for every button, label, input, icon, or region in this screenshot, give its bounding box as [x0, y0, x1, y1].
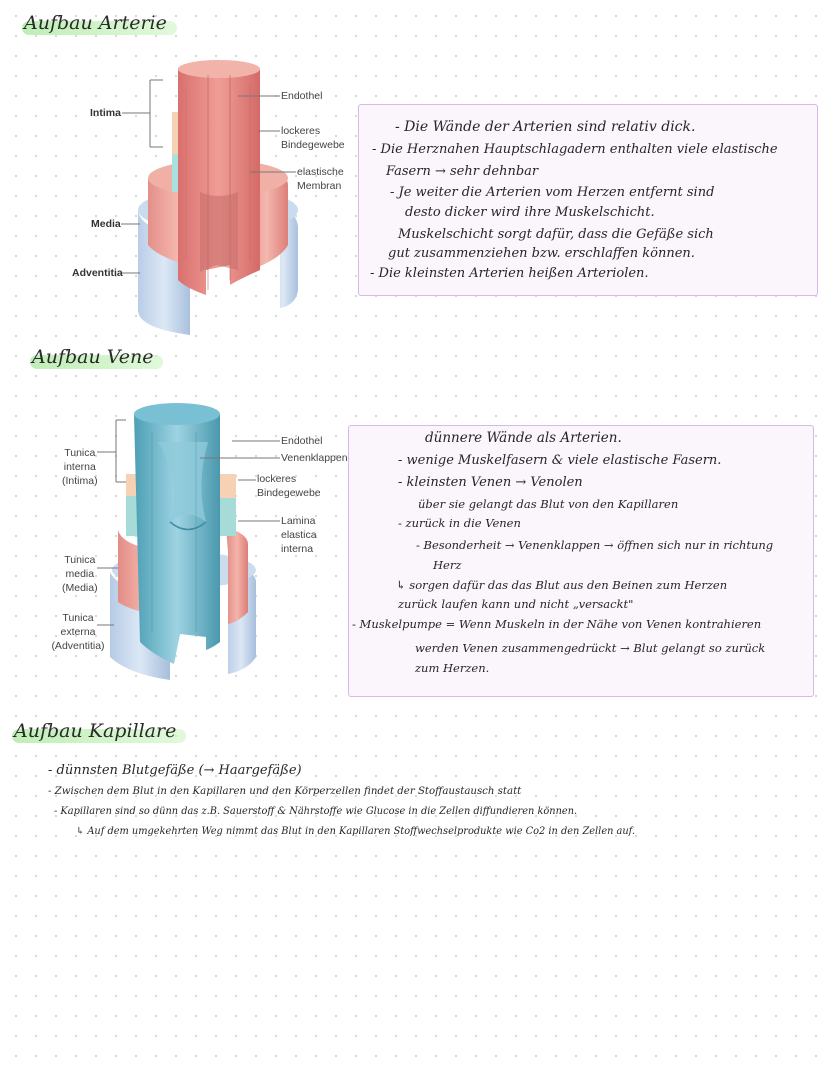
- vein-note-1: dünnere Wände als Arterien.: [425, 430, 622, 446]
- vein-note-11: werden Venen zusammengedrückt → Blut gelangt so zurück: [415, 641, 766, 655]
- artery-note-7: gut zusammenziehen bzw. erschlaffen können.: [388, 246, 695, 261]
- vein-label-lockeres: lockeres Bindegewebe: [257, 473, 321, 499]
- vein-note-3: - kleinsten Venen → Venolen: [398, 475, 583, 490]
- artery-label-lockeres: lockeres Bindegewebe: [281, 125, 345, 151]
- capillary-note-2: - Zwischen dem Blut in den Kapillaren und den Körperzellen findet der Stoffaustausch statt: [48, 786, 522, 797]
- artery-label-elastische: elastische Membran: [297, 166, 344, 192]
- vein-note-5: - zurück in die Venen: [398, 516, 521, 530]
- artery-label-intima: Intima: [90, 107, 121, 119]
- artery-note-3: Fasern → sehr dehnbar: [386, 164, 539, 179]
- artery-note-5: desto dicker wird ihre Muskelschicht.: [405, 205, 655, 220]
- vein-label-venenklappen: Venenklappen: [281, 452, 348, 464]
- vein-label-tunica-externa: Tunica externa (Adventitia): [51, 612, 105, 652]
- vein-label-endothel: Endothel: [281, 435, 323, 447]
- vein-note-9: zurück laufen kann und nicht „versackt": [398, 597, 634, 611]
- vein-note-2: - wenige Muskelfasern & viele elastische Fasern.: [398, 453, 722, 468]
- vein-note-12: zum Herzen.: [415, 661, 490, 675]
- vein-label-tunica-media: Tunica media (Media): [62, 554, 98, 594]
- vein-note-6: - Besonderheit → Venenklappen → öffnen sich nur in richtung: [416, 538, 774, 552]
- artery-note-8: - Die kleinsten Arterien heißen Arteriolen.: [370, 266, 649, 281]
- artery-label-media: Media: [91, 218, 121, 230]
- artery-note-2: - Die Herznahen Hauptschlagadern enthalten viele elastische: [372, 142, 778, 157]
- capillary-note-3: - Kapillaren sind so dünn das z.B. Sauerstoff & Nährstoffe wie Glucose in die Zellen diffundieren können.: [54, 806, 578, 817]
- artery-note-1: - Die Wände der Arterien sind relativ dick.: [395, 119, 696, 135]
- vein-note-8: ↳ sorgen dafür das das Blut aus den Beinen zum Herzen: [396, 578, 728, 592]
- artery-label-adventitia: Adventitia: [72, 267, 123, 279]
- artery-label-endothel: Endothel: [281, 90, 323, 102]
- capillary-note-4: ↳ Auf dem umgekehrten Weg nimmt das Blut in den Kapillaren Stoffwechselprodukte wie Co2 in den Zellen auf.: [76, 826, 636, 837]
- vein-note-7: Herz: [433, 558, 462, 572]
- vein-label-lamina: Lamina elastica interna: [281, 515, 317, 555]
- artery-heading: Aufbau Arterie: [22, 12, 177, 34]
- capillary-heading: Aufbau Kapillare: [12, 720, 186, 742]
- artery-note-4: - Je weiter die Arterien vom Herzen entfernt sind: [390, 185, 715, 200]
- artery-note-6: Muskelschicht sorgt dafür, dass die Gefäße sich: [398, 227, 714, 242]
- vein-note-10: - Muskelpumpe = Wenn Muskeln in der Nähe von Venen kontrahieren: [352, 617, 762, 631]
- vein-heading: Aufbau Vene: [30, 346, 163, 368]
- vein-label-tunica-interna: Tunica interna (Intima): [62, 447, 98, 487]
- capillary-note-1: - dünnsten Blutgefäße (→ Haargefäße): [48, 763, 302, 778]
- vein-note-4: über sie gelangt das Blut von den Kapillaren: [418, 497, 679, 511]
